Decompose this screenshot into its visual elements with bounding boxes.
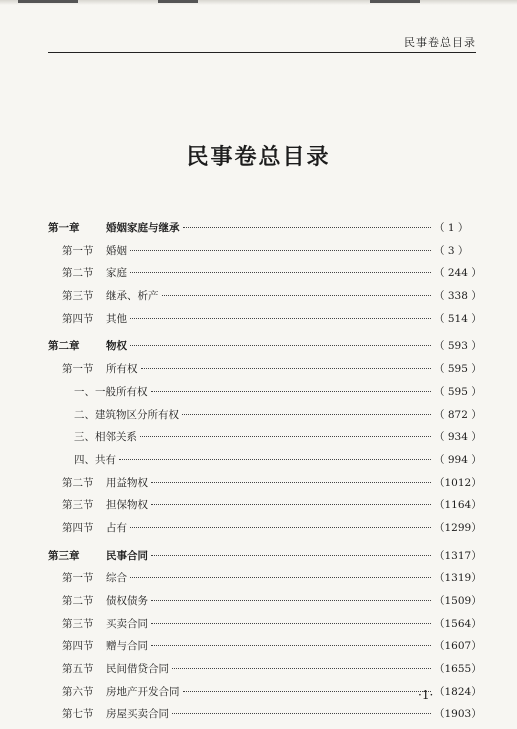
- dot-leader: [151, 482, 431, 483]
- toc-entry: [48, 593, 482, 616]
- toc-entry-number: 第一章: [48, 222, 80, 234]
- toc-entry-number: 第一节: [62, 363, 94, 376]
- dot-leader: [151, 645, 431, 646]
- toc-entry-title: 一、一般所有权: [74, 385, 148, 398]
- toc-entry-title: 其他: [106, 312, 127, 325]
- toc-entry-label: [74, 384, 148, 399]
- toc-entry-page: （1317）: [434, 549, 482, 562]
- toc-entry-title: 继承、析产: [106, 290, 159, 303]
- toc-entry-title: 民间借贷合同: [106, 663, 169, 676]
- dot-leader: [130, 527, 431, 528]
- dot-leader: [130, 577, 431, 578]
- dot-leader: [119, 459, 431, 460]
- toc-entry-number: 第一节: [62, 572, 94, 585]
- toc-entry-number: 第五节: [62, 663, 94, 676]
- toc-entry-number: 第三节: [62, 499, 94, 512]
- toc-entry: [48, 616, 482, 639]
- toc-entry-title: 婚姻: [106, 244, 127, 257]
- dot-leader: [151, 600, 431, 601]
- dot-leader: [130, 345, 431, 346]
- toc-entry-label: [48, 220, 180, 235]
- toc-entry: [48, 288, 482, 311]
- dot-leader: [140, 436, 431, 437]
- table-of-contents: [48, 220, 482, 729]
- toc-entry-number: 第一节: [62, 244, 94, 257]
- toc-entry-label: [62, 361, 138, 376]
- toc-entry-page: （ 3 ）: [434, 244, 469, 257]
- toc-entry-title: 债权债务: [106, 595, 148, 607]
- toc-entry-page: （ 934 ）: [434, 431, 482, 444]
- toc-entry-label: [62, 288, 159, 303]
- toc-entry-title: 家庭: [106, 267, 127, 280]
- running-header: [48, 30, 476, 53]
- toc-entry-label: [48, 548, 148, 563]
- toc-entry: [48, 661, 482, 684]
- toc-entry: [48, 429, 482, 452]
- toc-entry: [48, 475, 482, 498]
- toc-entry-title: 所有权: [106, 363, 138, 376]
- dot-leader: [130, 272, 431, 273]
- toc-entry-number: 第三节: [62, 617, 94, 630]
- toc-entry: [48, 384, 482, 407]
- dot-leader: [172, 713, 431, 714]
- toc-entry-title: 二、建筑物区分所有权: [74, 408, 179, 421]
- scan-mark: [158, 0, 198, 3]
- toc-entry: [48, 311, 482, 334]
- toc-entry-label: [62, 661, 169, 676]
- toc-entry-page: （1824）: [434, 685, 482, 698]
- toc-entry: [48, 243, 468, 266]
- toc-entry-title: 买卖合同: [106, 617, 148, 630]
- toc-entry-page: （ 338 ）: [434, 290, 482, 303]
- toc-entry: [48, 265, 482, 288]
- toc-entry-page: （ 595 ）: [434, 385, 482, 398]
- toc-entry-number: 第四节: [62, 640, 94, 653]
- toc-entry: [48, 497, 482, 520]
- toc-entry-title: 四、共有: [74, 453, 116, 466]
- page-title: 民事卷总目录: [186, 144, 331, 170]
- toc-entry-title: 物权: [106, 340, 127, 353]
- toc-entry-label: [62, 475, 148, 490]
- toc-entry-number: 第三节: [62, 290, 94, 303]
- toc-entry-page: （ 244 ）: [434, 267, 482, 280]
- toc-entry-page: （1903）: [434, 708, 482, 721]
- dot-leader: [172, 668, 431, 669]
- toc-entry-page: （1564）: [434, 617, 482, 630]
- toc-entry-page: （ 872 ）: [434, 408, 482, 421]
- toc-entry-number: 第二节: [62, 476, 94, 489]
- toc-entry-label: [62, 638, 148, 653]
- toc-entry: [48, 638, 482, 661]
- toc-entry-label: [62, 684, 180, 699]
- toc-entry-number: 第二节: [62, 595, 94, 607]
- toc-entry-label: [62, 616, 148, 631]
- page-number: ·1·: [418, 688, 434, 702]
- toc-entry-page: （1299）: [434, 521, 482, 534]
- toc-entry-label: [62, 570, 127, 585]
- toc-entry-number: 第四节: [62, 521, 94, 534]
- dot-leader: [183, 227, 432, 228]
- toc-entry-number: 第二节: [62, 267, 94, 280]
- toc-entry-label: [74, 429, 137, 444]
- toc-entry-title: 房地产开发合同: [106, 685, 180, 698]
- toc-entry-page: （1012）: [434, 476, 482, 489]
- toc-entry-label: [48, 338, 127, 353]
- dot-leader: [182, 414, 431, 415]
- toc-entry-label: [62, 520, 127, 535]
- running-title: 民事卷总目录: [404, 36, 476, 49]
- toc-entry-label: [62, 706, 169, 721]
- toc-entry-title: 民事合同: [106, 549, 148, 562]
- toc-entry-label: [62, 497, 148, 512]
- toc-entry: [48, 706, 482, 729]
- dot-leader: [151, 391, 432, 392]
- toc-entry-label: [62, 311, 127, 326]
- toc-entry-page: （ 994 ）: [434, 453, 482, 466]
- toc-entry-label: [74, 407, 179, 422]
- toc-entry-number: 第六节: [62, 685, 94, 698]
- toc-entry-page: （ 514 ）: [434, 312, 482, 325]
- toc-entry-label: [62, 243, 127, 258]
- dot-leader: [151, 623, 431, 624]
- dot-leader: [151, 555, 431, 556]
- toc-entry-title: 婚姻家庭与继承: [106, 222, 180, 234]
- toc-entry-page: （ 595 ）: [434, 363, 482, 376]
- toc-entry-page: （1607）: [434, 640, 482, 653]
- toc-entry-page: （1509）: [434, 595, 482, 607]
- dot-leader: [183, 691, 432, 692]
- toc-entry-title: 综合: [106, 572, 127, 585]
- dot-leader: [162, 295, 432, 296]
- toc-entry: [48, 407, 482, 430]
- toc-entry-number: 第四节: [62, 312, 94, 325]
- toc-entry: [48, 548, 482, 571]
- toc-entry-page: （ 1 ）: [434, 222, 469, 234]
- toc-entry-number: 第二章: [48, 340, 80, 353]
- scan-mark: [18, 0, 78, 3]
- toc-entry: [48, 520, 482, 543]
- toc-entry: [48, 220, 468, 243]
- toc-entry-title: 三、相邻关系: [74, 431, 137, 444]
- toc-entry-number: 第七节: [62, 708, 94, 721]
- toc-entry: [48, 361, 482, 384]
- toc-entry: [48, 570, 482, 593]
- toc-entry-title: 房屋买卖合同: [106, 708, 169, 721]
- toc-entry-label: [74, 452, 116, 467]
- toc-entry-label: [62, 593, 148, 608]
- toc-entry-title: 用益物权: [106, 476, 148, 489]
- toc-entry-title: 赠与合同: [106, 640, 148, 653]
- toc-entry-page: （ 593 ）: [434, 340, 482, 353]
- dot-leader: [141, 368, 432, 369]
- toc-entry-page: （1164）: [434, 499, 482, 512]
- toc-entry-label: [62, 265, 127, 280]
- toc-entry: [48, 338, 482, 361]
- dot-leader: [130, 318, 431, 319]
- toc-entry-title: 占有: [106, 521, 127, 534]
- scan-mark: [370, 0, 420, 3]
- toc-entry-number: 第三章: [48, 549, 80, 562]
- toc-entry-page: （1655）: [434, 663, 482, 676]
- toc-entry-title: 担保物权: [106, 499, 148, 512]
- dot-leader: [151, 504, 431, 505]
- toc-entry: [48, 684, 482, 707]
- dot-leader: [130, 250, 431, 251]
- toc-entry-page: （1319）: [434, 572, 482, 585]
- toc-entry: [48, 452, 482, 475]
